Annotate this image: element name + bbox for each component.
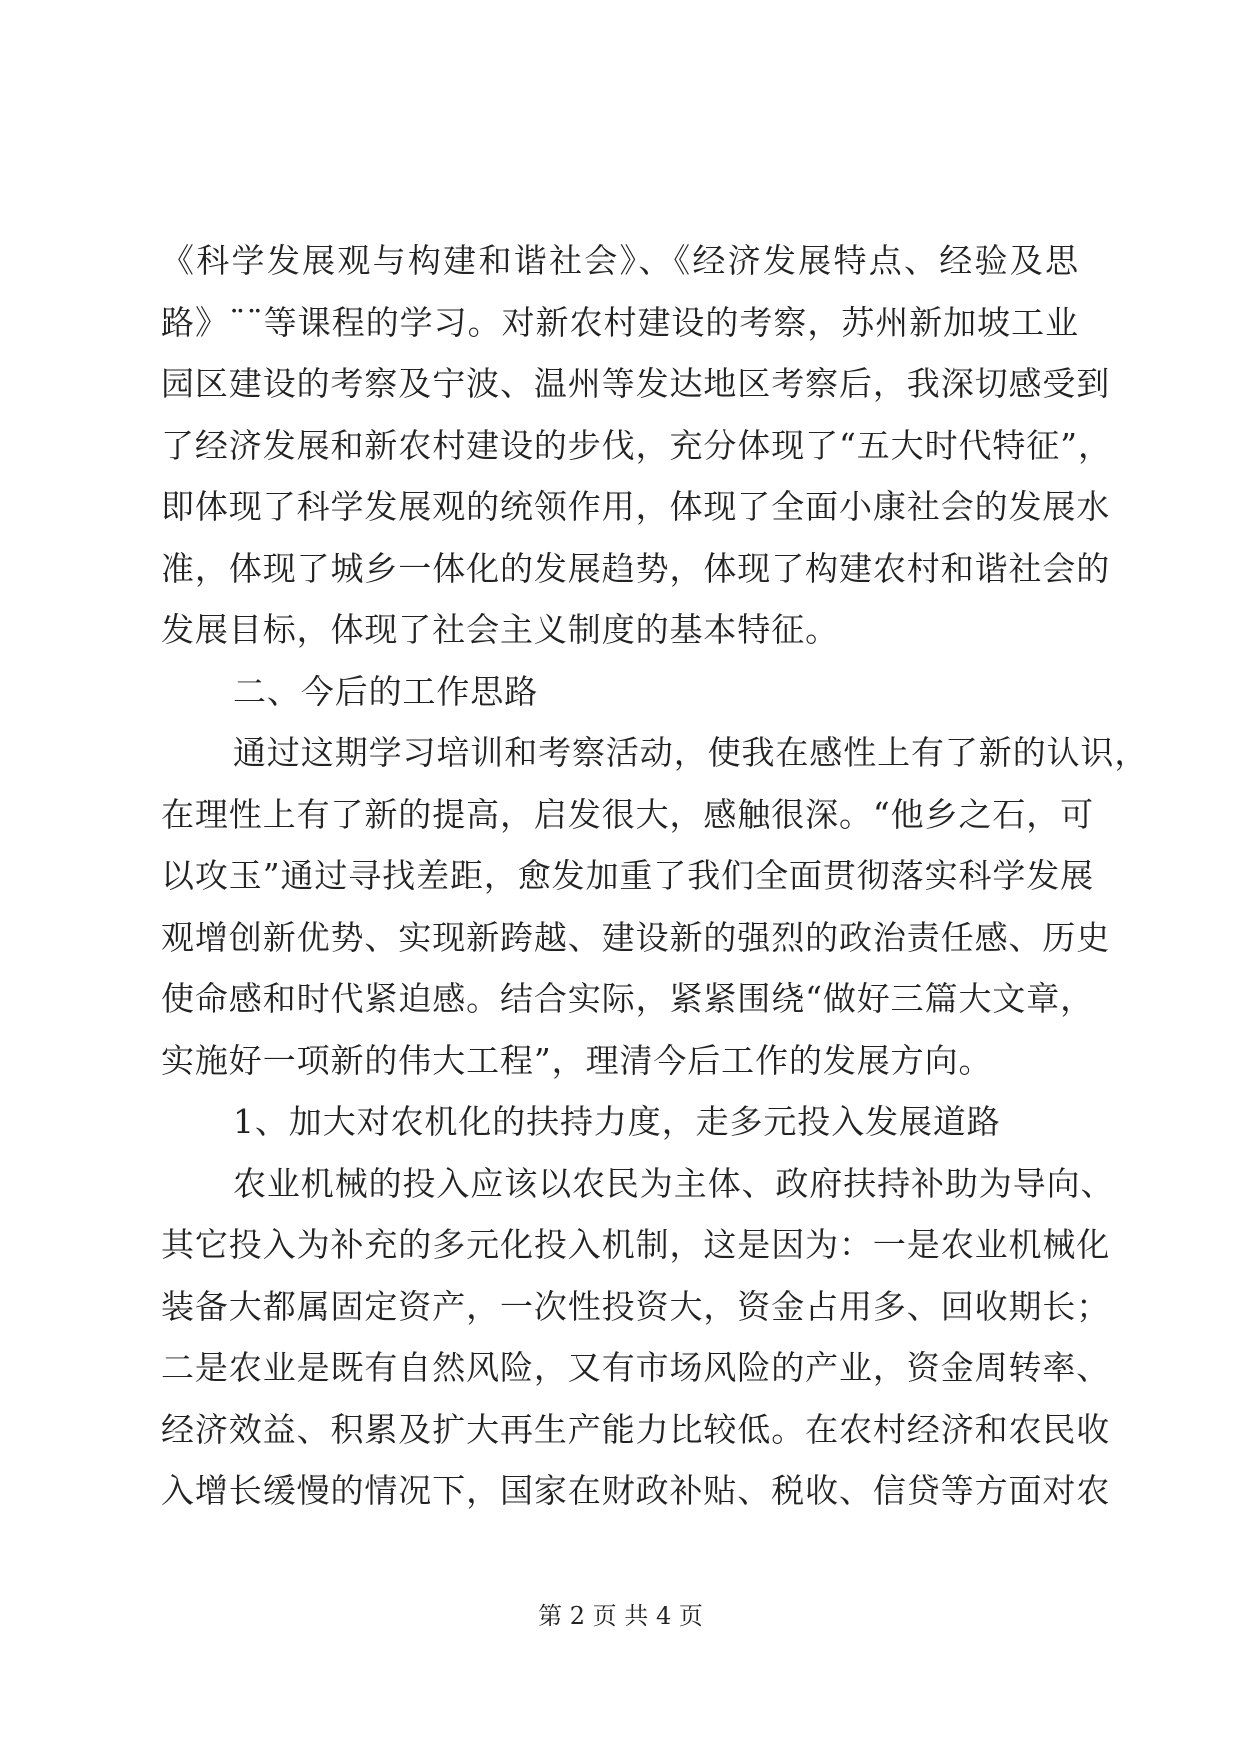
text-line: 路》¨¨等课程的学习。对新农村建设的考察，苏州新加坡工业 — [161, 302, 1079, 342]
text-line: 观增创新优势、实现新跨越、建设新的强烈的政治责任感、历史 — [161, 917, 1111, 957]
text-line: 经济效益、积累及扩大再生产能力比较低。在农村经济和农民收 — [161, 1409, 1111, 1449]
text-line: 园区建设的考察及宁波、温州等发达地区考察后，我深切感受到 — [161, 364, 1111, 403]
text-line: 了经济发展和新农村建设的步伐，充分体现了“五大时代特征”， — [161, 425, 1112, 465]
text-line: 即体现了科学发展观的统领作用，体现了全面小康社会的发展水 — [161, 487, 1111, 526]
document-body — [161, 230, 1149, 1522]
text-line: 入增长缓慢的情况下，国家在财政补贴、税收、信贷等方面对农 — [161, 1471, 1111, 1510]
text-line: 装备大都属固定资产，一次性投资大，资金占用多、回收期长； — [161, 1286, 1111, 1326]
text-line: 以攻玉”通过寻找差距，愈发加重了我们全面贯彻落实科学发展 — [161, 856, 1095, 895]
text-line: 二是农业是既有自然风险，又有市场风险的产业，资金周转率、 — [161, 1348, 1111, 1387]
text-line: 农业机械的投入应该以农民为主体、政府扶持补助为导向、 — [233, 1163, 1115, 1203]
text-line: 实施好一项新的伟大工程”，理清今后工作的发展方向。 — [161, 1040, 993, 1080]
text-line: 使命感和时代紧迫感。结合实际，紧紧围绕“做好三篇大文章， — [161, 979, 1095, 1018]
text-line: 其它投入为补充的多元化投入机制，这是因为：一是农业机械化 — [161, 1225, 1111, 1264]
text-line: 在理性上有了新的提高，启发很大，感触很深。“他乡之石，可 — [161, 794, 1095, 834]
text-line: 准，体现了城乡一体化的发展趋势，体现了构建农村和谐社会的 — [161, 548, 1111, 588]
text-line: 《科学发展观与构建和谐社会》、《经济发展特点、经验及思 — [161, 241, 1079, 280]
page-footer: 第 2 页 共 4 页 — [538, 1602, 703, 1630]
subsection-heading: 1、加大对农机化的扶持力度，走多元投入发展道路 — [233, 1102, 1001, 1141]
text-line: 发展目标，体现了社会主义制度的基本特征。 — [161, 610, 839, 649]
section-heading: 二、今后的工作思路 — [233, 671, 539, 711]
text-line: 通过这期学习培训和考察活动，使我在感性上有了新的认识， — [233, 733, 1149, 772]
